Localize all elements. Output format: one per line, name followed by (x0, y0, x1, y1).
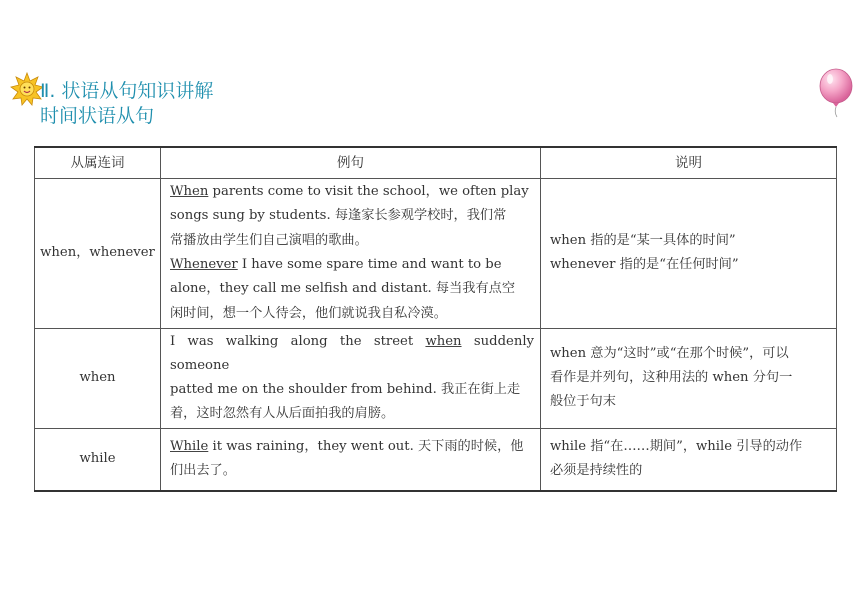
example-line: 们出去了。 (170, 463, 236, 479)
conjunction-cell: when，whenever (35, 178, 161, 328)
clause-table (34, 146, 837, 492)
description-line: while 指“在……期间”，while 引导的动作 (550, 439, 803, 455)
example-line: songs sung by students. 每逢家长参观学校时，我们常 (170, 208, 507, 224)
section-heading: Ⅱ. 状语从句知识讲解 (40, 80, 214, 102)
table-row (35, 428, 837, 491)
conjunction-cell: while (35, 428, 161, 491)
example-line: patted me on the shoulder from behind. 我正在街上走 (170, 382, 521, 398)
example-line: 闲时间，想一个人待会，他们就说我自私冷漠。 (170, 305, 447, 321)
example-line: 常播放由学生们自己演唱的歌曲。 (170, 232, 368, 248)
underlined-conjunction: When (170, 184, 209, 200)
example-line: While it was raining，they went out. 天下雨的时候，他 (170, 439, 524, 455)
example-line: 着，这时忽然有人从后面拍我的肩膀。 (170, 406, 395, 422)
example-cell (161, 328, 541, 428)
example-cell (161, 178, 541, 328)
underlined-conjunction: when (425, 333, 462, 349)
underlined-conjunction: While (170, 439, 209, 455)
section-subheading: 时间状语从句 (40, 105, 155, 127)
description-cell (541, 328, 837, 428)
description-cell (541, 428, 837, 491)
table-row (35, 178, 837, 328)
table-header-row (35, 147, 837, 178)
header-example: 例句 (161, 147, 541, 178)
sun-icon (10, 72, 44, 106)
description-line: whenever 指的是“在任何时间” (550, 257, 739, 272)
example-line: I was walking along the street when suddenly someone (170, 333, 534, 373)
underlined-conjunction: Whenever (170, 257, 238, 272)
description-line: 必须是持续性的 (550, 463, 643, 479)
example-cell (161, 428, 541, 491)
description-line: 般位于句末 (550, 394, 616, 410)
header-description: 说明 (541, 147, 837, 178)
table-row (35, 328, 837, 428)
description-line: when 意为“这时”或“在那个时候”，可以 (550, 345, 789, 361)
example-line: When parents come to visit the school，we often play (170, 184, 529, 200)
example-line: Whenever I have some spare time and want to be (170, 257, 502, 272)
example-line: alone，they call me selfish and distant. 每当我有点空 (170, 281, 516, 297)
balloon-icon (818, 68, 854, 118)
conjunction-cell: when (35, 328, 161, 428)
description-line: when 指的是“某一具体的时间” (550, 232, 736, 248)
description-line: 看作是并列句，这种用法的 when 分句一 (550, 369, 793, 385)
description-cell (541, 178, 837, 328)
header-conjunction: 从属连词 (35, 147, 161, 178)
